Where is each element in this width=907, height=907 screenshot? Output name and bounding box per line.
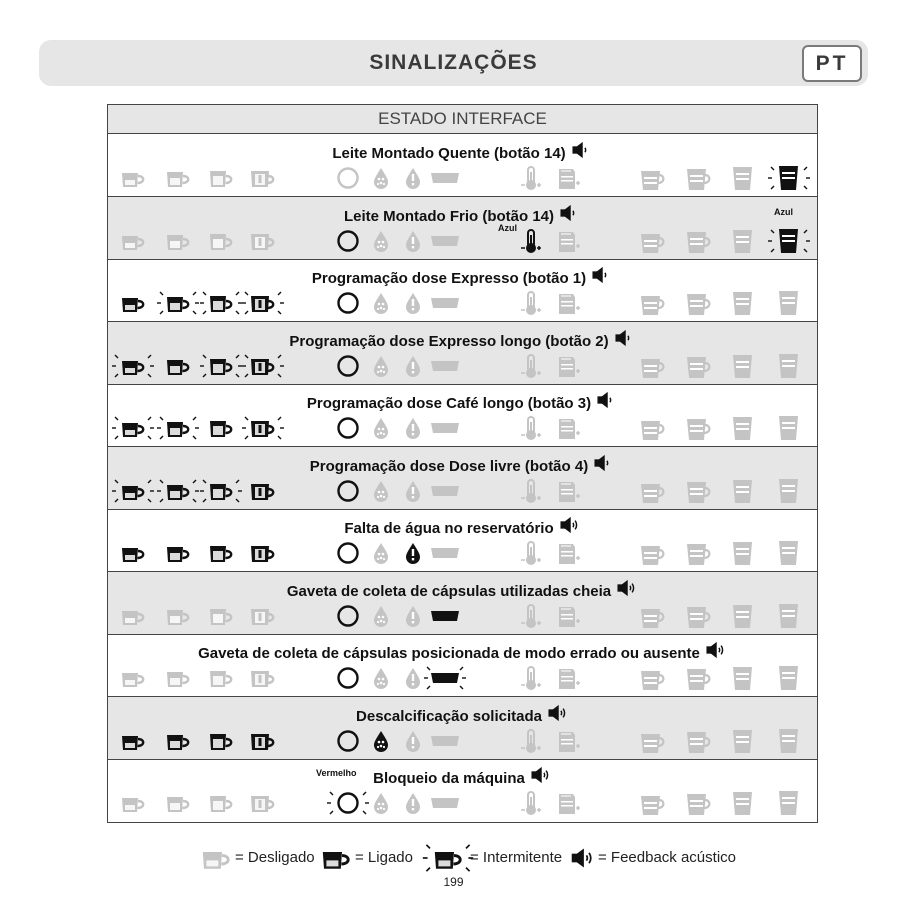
cup-coffee-long-icon [206,163,236,193]
cup-espresso-long-icon [163,226,193,256]
capsule-drawer-icon [430,226,460,256]
glass-xl-icon [774,351,804,381]
cup-espresso-icon [118,788,148,818]
glass-large-icon [728,351,758,381]
glass-large-icon [728,663,758,693]
cup-coffee-long-icon [206,476,236,506]
water-alert-icon [398,413,428,443]
cup-free-dose-icon [248,163,278,193]
table-row [108,509,817,572]
cup-espresso-icon [118,476,148,506]
row-title-text: Falta de água no reservatório [344,520,554,537]
capsule-drawer-icon [430,413,460,443]
cup-espresso-long-icon [163,538,193,568]
language-badge: PT [802,45,862,82]
power-ring-icon [333,476,363,506]
glass-large-icon [728,413,758,443]
row-title-text: Gaveta de coleta de cápsulas posicionada de modo errado ou ausente [198,645,700,662]
cup-free-dose-icon [248,351,278,381]
water-alert-icon [398,163,428,193]
cup-espresso-icon [118,351,148,381]
row-title [108,327,817,350]
glass-xl-icon [774,288,804,318]
row-title-text: Gaveta de coleta de cápsulas utilizadas cheia [286,582,612,600]
milk-jug-icon [552,288,582,318]
row-title [108,764,817,787]
table-row [108,134,817,197]
row-title [108,264,817,287]
milk-temperature-icon [516,413,546,443]
milk-temperature-icon [516,288,546,318]
glass-large-icon [728,601,758,631]
milk-temperature-icon [516,726,546,756]
cup-espresso-icon [118,163,148,193]
descaling-drop-icon [366,226,396,256]
cup-free-dose-icon [248,538,278,568]
speaker-icon [616,577,638,599]
cup-espresso-icon [118,538,148,568]
cup-coffee-long-icon [206,601,236,631]
speaker-icon [547,702,569,724]
descaling-drop-icon [366,663,396,693]
water-alert-icon [398,476,428,506]
milk-jug-icon [552,351,582,381]
table-row [108,197,817,260]
row-title [108,389,817,412]
power-ring-icon [333,788,363,818]
milk-temperature-icon [516,663,546,693]
milk-jug-icon [552,663,582,693]
glass-large-icon [728,726,758,756]
glass-medium-icon [682,538,712,568]
row-title-text: Programação dose Dose livre (botão 4) [309,457,589,475]
cup-espresso-long-icon [163,601,193,631]
row-title [108,452,817,475]
row-title-text: Programação dose Expresso (botão 1) [311,270,587,287]
cup-espresso-icon [118,413,148,443]
color-note: Vermelho [316,768,357,778]
glass-large-icon [728,163,758,193]
table-row [108,572,817,635]
glass-small-icon [636,601,666,631]
milk-temperature-icon [516,351,546,381]
water-alert-icon [398,288,428,318]
cup-free-dose-icon [248,788,278,818]
legend-off-label: = Desligado [235,849,315,866]
speaker-icon [591,264,613,286]
milk-jug-icon [552,413,582,443]
descaling-drop-icon [366,476,396,506]
power-ring-icon [333,288,363,318]
power-ring-icon [333,601,363,631]
power-ring-icon [333,163,363,193]
glass-medium-icon [682,663,712,693]
cup-free-dose-icon [248,288,278,318]
milk-jug-icon [552,163,582,193]
glass-xl-icon [774,663,804,693]
cup-espresso-long-icon [163,288,193,318]
power-ring-icon [333,663,363,693]
glass-xl-icon [774,726,804,756]
cup-espresso-long-icon [163,663,193,693]
milk-jug-icon [552,226,582,256]
legend-on-label: = Ligado [355,849,413,866]
descaling-drop-icon [366,726,396,756]
cup-espresso-icon [118,288,148,318]
power-ring-icon [333,538,363,568]
power-ring-icon [333,226,363,256]
descaling-drop-icon [366,413,396,443]
milk-temperature-icon [516,538,546,568]
glass-large-icon [728,476,758,506]
cup-espresso-icon [118,226,148,256]
glass-large-icon [728,788,758,818]
milk-jug-icon [552,788,582,818]
status-table [107,104,818,823]
cup-coffee-long-icon [206,288,236,318]
speaker-icon [570,845,596,871]
table-row [108,447,817,510]
capsule-drawer-icon [430,476,460,506]
glass-xl-icon [774,601,804,631]
table-row [108,322,817,385]
cup-free-dose-icon [248,601,278,631]
speaker-icon [571,139,593,161]
water-alert-icon [398,601,428,631]
glass-large-icon [728,538,758,568]
capsule-drawer-icon [430,601,460,631]
capsule-drawer-icon [430,538,460,568]
glass-medium-icon [682,351,712,381]
glass-small-icon [636,351,666,381]
glass-xl-icon [774,538,804,568]
glass-medium-icon [682,788,712,818]
cup-espresso-long-icon [163,788,193,818]
glass-small-icon [636,413,666,443]
cup-off-icon [198,840,234,876]
cup-on-icon [318,840,354,876]
table-row [108,759,817,821]
glass-small-icon [636,476,666,506]
color-note: Azul [498,222,517,233]
cup-free-dose-icon [248,726,278,756]
speaker-icon [530,764,552,786]
page-number: 199 [443,875,464,889]
descaling-drop-icon [366,538,396,568]
speaker-icon [559,514,581,536]
color-note: Azul [774,206,793,217]
row-title-text: Descalcificação solicitada [356,707,542,725]
power-ring-icon [333,726,363,756]
descaling-drop-icon [366,288,396,318]
cup-espresso-long-icon [163,413,193,443]
speaker-icon [705,639,727,661]
glass-medium-icon [682,476,712,506]
glass-large-icon [728,288,758,318]
row-title-text: Leite Montado Frio (botão 14) [344,207,554,225]
cup-coffee-long-icon [206,726,236,756]
water-alert-icon [398,726,428,756]
cup-espresso-long-icon [163,726,193,756]
milk-temperature-icon [516,476,546,506]
cup-coffee-long-icon [206,788,236,818]
water-alert-icon [398,663,428,693]
speaker-icon [614,327,636,349]
water-alert-icon [398,226,428,256]
water-alert-icon [398,351,428,381]
cup-coffee-long-icon [206,413,236,443]
table-row [108,259,817,322]
milk-jug-icon [552,601,582,631]
cup-free-dose-icon [248,226,278,256]
legend-sound-label: = Feedback acústico [598,849,736,866]
capsule-drawer-icon [430,788,460,818]
cup-espresso-icon [118,601,148,631]
cup-free-dose-icon [248,413,278,443]
capsule-drawer-icon [430,163,460,193]
milk-jug-icon [552,476,582,506]
glass-medium-icon [682,226,712,256]
milk-jug-icon [552,538,582,568]
milk-temperature-icon [516,601,546,631]
cup-espresso-long-icon [163,476,193,506]
cup-free-dose-icon [248,663,278,693]
cup-free-dose-icon [248,476,278,506]
power-ring-icon [333,351,363,381]
row-title [108,702,817,725]
table-header: ESTADO INTERFACE [108,105,817,134]
cup-coffee-long-icon [206,663,236,693]
cup-blink-icon [430,840,466,876]
row-title-text: Programação dose Expresso longo (botão 2) [289,332,609,350]
cup-espresso-icon [118,726,148,756]
row-title-text: Bloqueio da máquina [373,770,525,787]
capsule-drawer-icon [430,288,460,318]
glass-xl-icon [774,476,804,506]
glass-xl-icon [774,163,804,193]
row-title-text: Programação dose Café longo (botão 3) [306,395,592,412]
row-title [108,202,817,225]
glass-medium-icon [682,413,712,443]
glass-large-icon [728,226,758,256]
descaling-drop-icon [366,163,396,193]
cup-coffee-long-icon [206,538,236,568]
row-title-text: Leite Montado Quente (botão 14) [332,145,566,162]
glass-medium-icon [682,163,712,193]
glass-small-icon [636,726,666,756]
descaling-drop-icon [366,351,396,381]
milk-temperature-icon [516,788,546,818]
speaker-icon [596,389,618,411]
row-title [108,139,817,162]
milk-temperature-icon [516,226,546,256]
glass-small-icon [636,538,666,568]
row-title [108,514,817,537]
milk-jug-icon [552,726,582,756]
glass-xl-icon [774,226,804,256]
table-row [108,697,817,760]
row-title [108,639,817,662]
descaling-drop-icon [366,601,396,631]
speaker-icon [559,202,581,224]
glass-xl-icon [774,413,804,443]
legend [198,840,736,876]
glass-small-icon [636,163,666,193]
speaker-icon [593,452,615,474]
cup-coffee-long-icon [206,226,236,256]
glass-small-icon [636,663,666,693]
table-row [108,634,817,697]
glass-small-icon [636,788,666,818]
capsule-drawer-icon [430,663,460,693]
power-ring-icon [333,413,363,443]
capsule-drawer-icon [430,726,460,756]
milk-temperature-icon [516,163,546,193]
cup-espresso-icon [118,663,148,693]
row-title [108,577,817,600]
table-row [108,384,817,447]
water-alert-icon [398,788,428,818]
page-header [39,40,868,86]
glass-xl-icon [774,788,804,818]
legend-blink-label: = Intermitente [470,849,563,866]
descaling-drop-icon [366,788,396,818]
cup-coffee-long-icon [206,351,236,381]
cup-espresso-long-icon [163,163,193,193]
page-title: SINALIZAÇÕES [369,51,538,74]
glass-small-icon [636,288,666,318]
capsule-drawer-icon [430,351,460,381]
cup-espresso-long-icon [163,351,193,381]
glass-small-icon [636,226,666,256]
water-alert-icon [398,538,428,568]
glass-medium-icon [682,288,712,318]
glass-medium-icon [682,601,712,631]
glass-medium-icon [682,726,712,756]
